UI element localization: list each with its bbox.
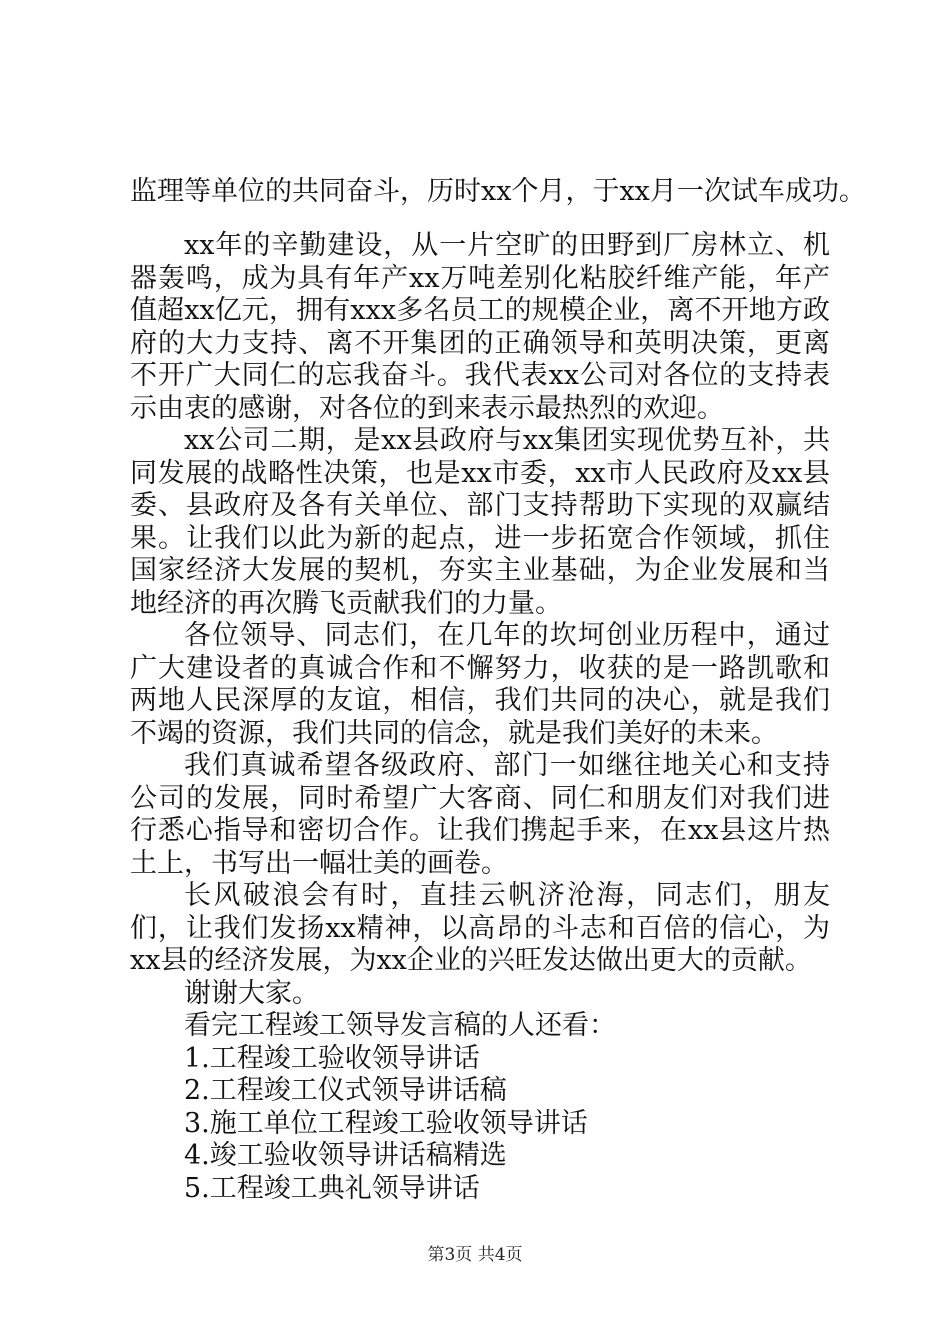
paragraph: 各位领导、同志们，在几年的坎坷创业历程中，通过广大建设者的真诚合作和不懈努力，收获的是一路凯歌和两地人民深厚的友谊，相信，我们共同的决心，就是我们不竭的资源，我们共同的信念，就是我们美好的未来。 [130,620,830,749]
related-link[interactable]: 5.工程竣工典礼领导讲话 [184,1172,480,1204]
related-heading: 看完工程竣工领导发言稿的人还看： [184,1010,616,1041]
document-body [130,230,830,1205]
continuation-line: 监理等单位的共同奋斗，历时xx个月，于xx月一次试车成功。 [130,176,866,207]
related-link[interactable]: 4.竣工验收领导讲话稿精选 [184,1140,507,1171]
paragraph: 我们真诚希望各级政府、部门一如继往地关心和支持公司的发展，同时希望广大客商、同仁和朋友们对我们进行悉心指导和密切合作。让我们携起手来，在xx县这片热土上，书写出一幅壮美的画卷。 [130,750,830,879]
related-link[interactable]: 1.工程竣工验收领导讲话 [184,1042,480,1074]
paragraph: 长风破浪会有时，直挂云帆济沧海，同志们，朋友们，让我们发扬xx精神，以高昂的斗志和百倍的信心，为xx县的经济发展，为xx企业的兴旺发达做出更大的贡献。 [130,880,830,976]
page-number-footer: 第3页 共4页 [427,1245,523,1265]
related-link[interactable]: 3.施工单位工程竣工验收领导讲话 [184,1107,588,1139]
closing-line: 谢谢大家。 [184,977,319,1009]
paragraph: xx年的辛勤建设，从一片空旷的田野到厂房林立、机器轰鸣，成为具有年产xx万吨差别化粘胶纤维产能，年产值超xx亿元，拥有xxx多名员工的规模企业，离不开地方政府的大力支持、离不开集团的正确领导和英明决策，更离不开广大同仁的忘我奋斗。我代表xx公司对各位的支持表示由衷的感谢，对各位的到来表示最热烈的欢迎。 [130,230,830,424]
paragraph: xx公司二期，是xx县政府与xx集团实现优势互补，共同发展的战略性决策，也是xx市委，xx市人民政府及xx县委、县政府及各有关单位、部门支持帮助下实现的双赢结果。让我们以此为新的起点，进一步拓宽合作领域，抓住国家经济大发展的契机，夯实主业基础，为企业发展和当地经济的再次腾飞贡献我们的力量。 [130,425,830,619]
related-link[interactable]: 2.工程竣工仪式领导讲话稿 [184,1075,507,1106]
